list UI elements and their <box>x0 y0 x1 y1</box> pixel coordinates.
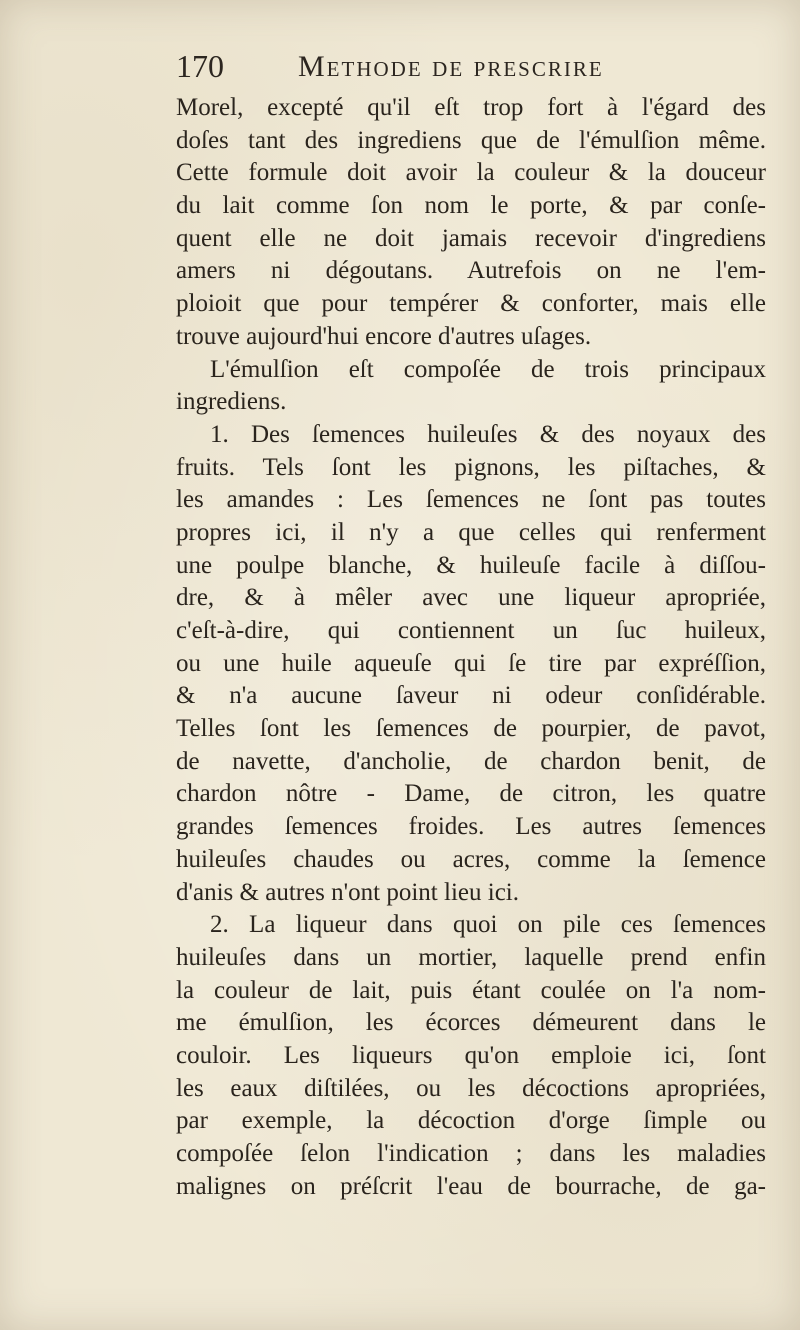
text-line: la couleur de lait, puis étant coulée on l'a nom- <box>176 976 766 1004</box>
text-line: & n'a aucune ſaveur ni odeur conſidérable. <box>176 682 766 710</box>
text-line: doſes tant des ingrediens que de l'émulſion même. <box>176 126 766 154</box>
page-number: 170 <box>176 48 224 84</box>
text-line: par exemple, la décoction d'orge ſimple ou <box>176 1107 766 1135</box>
text-line: trouve aujourd'hui encore d'autres uſages. <box>176 322 592 350</box>
text-line: propres ici, il n'y a que celles qui renferment <box>176 518 766 546</box>
text-line: quent elle ne doit jamais recevoir d'ingrediens <box>176 224 766 252</box>
text-line: compoſée ſelon l'indication ; dans les maladies <box>176 1140 766 1167</box>
text-line: Morel, excepté qu'il eſt trop fort à l'égard des <box>176 94 766 121</box>
text-line: ploioit que pour tempérer & conforter, mais elle <box>176 290 766 318</box>
text-line: L'émulſion eſt compoſée de trois principaux <box>210 355 766 383</box>
text-line: ingrediens. <box>176 388 287 416</box>
text-line: chardon nôtre - Dame, de citron, les quatre <box>176 780 766 808</box>
text-line: huileuſes dans un mortier, laquelle prend enfin <box>176 943 766 971</box>
text-line: fruits. Tels ſont les pignons, les piſtaches, & <box>176 453 766 481</box>
text-line: une poulpe blanche, & huileuſe facile à diſſou- <box>176 551 766 579</box>
text-line: couloir. Les liqueurs qu'on emploie ici, ſont <box>176 1041 766 1069</box>
text-line: Cette formule doit avoir la couleur & la douceur <box>176 159 766 187</box>
text-line: grandes ſemences froides. Les autres ſemences <box>176 813 766 841</box>
text-line: ou une huile aqueuſe qui ſe tire par expréſſion, <box>176 649 766 677</box>
text-line: Telles ſont les ſemences de pourpier, de pavot, <box>176 715 766 743</box>
text-line: malignes on préſcrit l'eau de bourrache, de ga- <box>176 1172 766 1200</box>
text-line: me émulſion, les écorces démeurent dans le <box>176 1009 766 1037</box>
running-head: Methode de prescrire <box>298 50 604 83</box>
body-text <box>176 92 766 1203</box>
text-line: de navette, d'ancholie, de chardon benit, de <box>176 747 766 775</box>
page-header <box>176 48 776 88</box>
text-line: les eaux diſtilées, ou les décoctions apropriées, <box>176 1074 766 1102</box>
text-line: huileuſes chaudes ou acres, comme la ſemence <box>176 845 766 873</box>
text-line: dre, & à mêler avec une liqueur apropriée, <box>176 584 766 612</box>
text-line: 2. La liqueur dans quoi on pile ces ſemences <box>210 911 766 939</box>
text-line: d'anis & autres n'ont point lieu ici. <box>176 878 519 906</box>
text-line: 1. Des ſemences huileuſes & des noyaux des <box>210 420 766 448</box>
text-line: du lait comme ſon nom le porte, & par conſe- <box>176 192 766 220</box>
text-line: amers ni dégoutans. Autrefois on ne l'em- <box>176 257 766 285</box>
text-line: les amandes : Les ſemences ne ſont pas toutes <box>176 486 766 514</box>
text-line: c'eſt-à-dire, qui contiennent un ſuc huileux, <box>176 617 766 644</box>
